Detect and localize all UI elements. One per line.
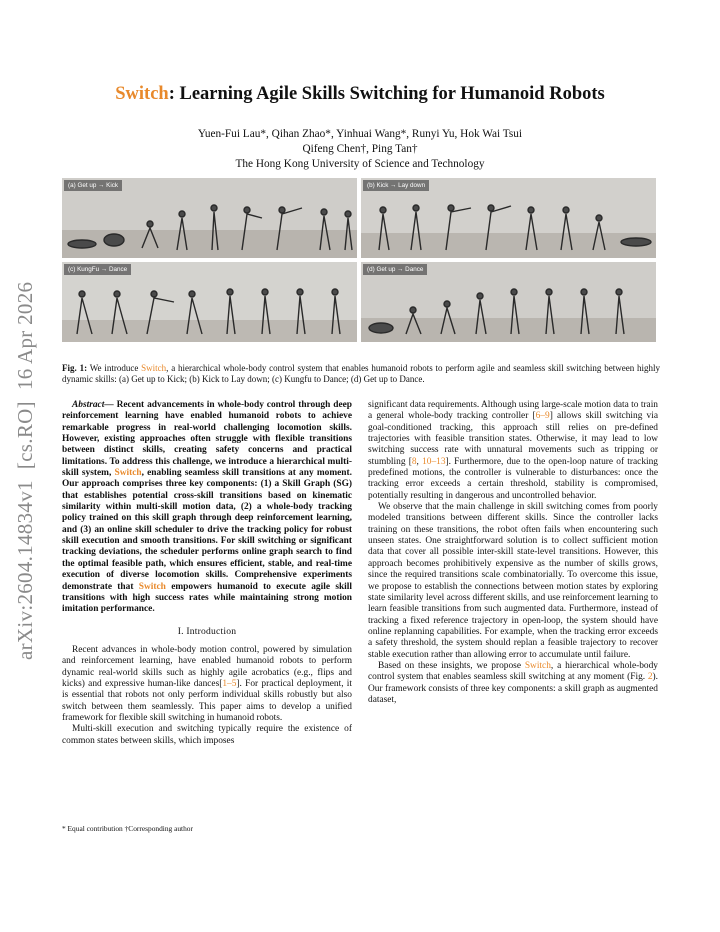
abstract-highlight-2: Switch bbox=[138, 581, 166, 592]
right-p3-a: Based on these insights, we propose bbox=[378, 660, 525, 671]
citation-link[interactable]: 8 bbox=[411, 456, 417, 467]
right-column bbox=[368, 400, 658, 706]
abstract-text-2: , enabling seamless skill transitions at any moment. Our approach comprises three key components: (1) a Skill Graph (SG) that establishes potential cross-skill transitions based on kinematic similarity within multi-skill motion data, (2) a whole-body tracking policy trained on this skill graph through deep reinforcement learning, and (3) an online skill scheduler to drive the tracking policy for robust skill execution and smooth transitions. For skill switching or significant tracking deviations, the scheduler performs online graph search to find the optimal feasible path, which ensures efficient, stable, and real-time execution of diverse locomotion skills. Comprehensive experiments demonstrate that bbox=[62, 468, 352, 592]
citation-link[interactable]: 10–13 bbox=[422, 456, 446, 467]
title-highlight: Switch bbox=[115, 84, 169, 104]
intro-paragraph-1 bbox=[62, 645, 352, 724]
abstract-text-1: Recent advancements in whole-body control through deep reinforcement learning have enabled humanoid robots to achieve remarkable progress in real-world challenging locomotion skills. However, existing approaches often struggle with flexible transitions between distinct skills, creating safety concerns and practical limitations. To address this challenge, we introduce a hierarchical multi-skill system, bbox=[62, 400, 352, 479]
right-p3-b: , a hierarchical whole-body control system that enables seamless skill switching at any moment (Fig. bbox=[368, 660, 658, 683]
intro-p1-post: ]. For practical deployment, it is essential that robots not only perform individual skills robustly but also switch between them seamlessly. This paper aims to develop a unified framework for flexible skill switching in humanoid robots. bbox=[62, 678, 353, 723]
arxiv-stamp bbox=[4, 262, 40, 662]
right-p1-c: ]. Furthermore, due to the open-loop nature of tracking predefined motions, the controller is vulnerable to disturbances: once the tracking error exceeds a certain threshold, stability is compromised, potentially resulting in dangerous and uncontrolled behavior. bbox=[368, 456, 658, 501]
panel-label-c: (c) KungFu → Dance bbox=[64, 264, 131, 275]
abstract-label: Abstract bbox=[72, 400, 105, 410]
figure-panel-a bbox=[62, 178, 357, 258]
paper-title bbox=[60, 84, 660, 105]
right-paragraph-3 bbox=[368, 661, 658, 706]
intro-paragraph-2: Multi-skill execution and switching typically require the existence of common states between skills, which imposes bbox=[62, 724, 352, 746]
left-column bbox=[62, 400, 352, 747]
footnote: * Equal contribution †Corresponding author bbox=[62, 824, 193, 833]
right-p1-a: significant data requirements. Although using large-scale motion data to train a general whole-body tracking controller [ bbox=[368, 400, 658, 422]
abstract bbox=[62, 400, 352, 616]
authors-line-1: Yuen-Fui Lau*, Qihan Zhao*, Yinhuai Wang*, Runyi Yu, Hok Wai Tsui bbox=[197, 128, 523, 140]
citation-link[interactable]: 6–9 bbox=[535, 411, 550, 422]
abstract-highlight-1: Switch bbox=[114, 468, 142, 479]
authors-line-2: Qifeng Chen†, Ping Tan† bbox=[302, 143, 418, 155]
figure-caption bbox=[62, 363, 660, 385]
figure-panel-b bbox=[361, 178, 656, 258]
right-paragraph-1 bbox=[368, 400, 658, 502]
title-rest: : Learning Agile Skills Switching for Humanoid Robots bbox=[168, 84, 605, 104]
panel-label-a: (a) Get up → Kick bbox=[64, 180, 122, 191]
abstract-text-3: empowers humanoid to execute agile skill transitions with high success rates while maintaining strong motion imitation performance. bbox=[62, 581, 352, 615]
caption-text-pre: We introduce bbox=[87, 363, 142, 373]
affiliation: The Hong Kong University of Science and Technology bbox=[235, 158, 485, 170]
figure-reference-link[interactable]: 2 bbox=[647, 672, 653, 683]
panel-label-d: (d) Get up → Dance bbox=[363, 264, 427, 275]
right-p3-c: ). Our framework consists of three key components: a skill graph as augmented dataset, bbox=[368, 672, 658, 705]
section-heading-introduction: I. Introduction bbox=[177, 625, 237, 637]
caption-label: Fig. 1: bbox=[62, 363, 88, 373]
caption-highlight: Switch bbox=[141, 363, 167, 373]
citation-link[interactable]: 1–5 bbox=[222, 678, 237, 689]
intro-p1-pre: Recent advances in whole-body motion control, powered by simulation and reinforcement learning, have enabled humanoid robots to perform dynamic real-world skills such as highly agile acrobatics (e.g., flips and kicks) and expressive human-like dances[ bbox=[62, 644, 352, 689]
panel-label-b: (b) Kick → Lay down bbox=[363, 180, 429, 191]
figure-panel-c bbox=[62, 262, 357, 342]
right-p1-b: ] allows skill switching via goal-conditioned tracking, this approach still relies on pre-defined trajectories with feasible transition states. Otherwise, it may lead to low switching success rate with unnatural movements such as tripping or stumbling [ bbox=[368, 411, 658, 467]
arxiv-stamp-text: arXiv:2604.14834v1 [cs.RO] 16 Apr 2026 bbox=[13, 281, 37, 660]
right-p1-sep: , bbox=[416, 456, 423, 467]
right-paragraph-2: We observe that the main challenge in skill switching comes from poorly modeled transitions between different skills. Since the controller lacks training on these transitions, the robot often fails when encountering such unseen states. One straightforward solution is to collect sufficient motion data that cover all possible inter-skill state-level transitions. However, this approach becomes prohibitively expensive as the number of skills grows, since the required transitions scale combinatorially. To overcome this issue, we propose to establish the connections between motion states by exploring state similarity level across different skills, and use reinforcement learning to learn feasible transitions from such augmented data. Furthermore, instead of tracking a fixed reference trajectory in open-loop, the system should have online replanning capabilities. For example, when the tracking error exceeds a safety threshold, the system should replan a feasible trajectory to recover stable execution rather than allowing error to accumulate until failure. bbox=[368, 502, 658, 660]
right-p3-highlight: Switch bbox=[524, 660, 551, 671]
figure-panel-d bbox=[361, 262, 656, 342]
caption-text-post: , a hierarchical whole-body control system that enables humanoid robots to perform agile and seamless skill switching between highly dynamic skills: (a) Get up to Kick; (b) Kick to Lay down; (c) Kungfu to Dance; (d) Get up to Dance. bbox=[62, 363, 661, 384]
abstract-dash: — bbox=[104, 400, 117, 410]
